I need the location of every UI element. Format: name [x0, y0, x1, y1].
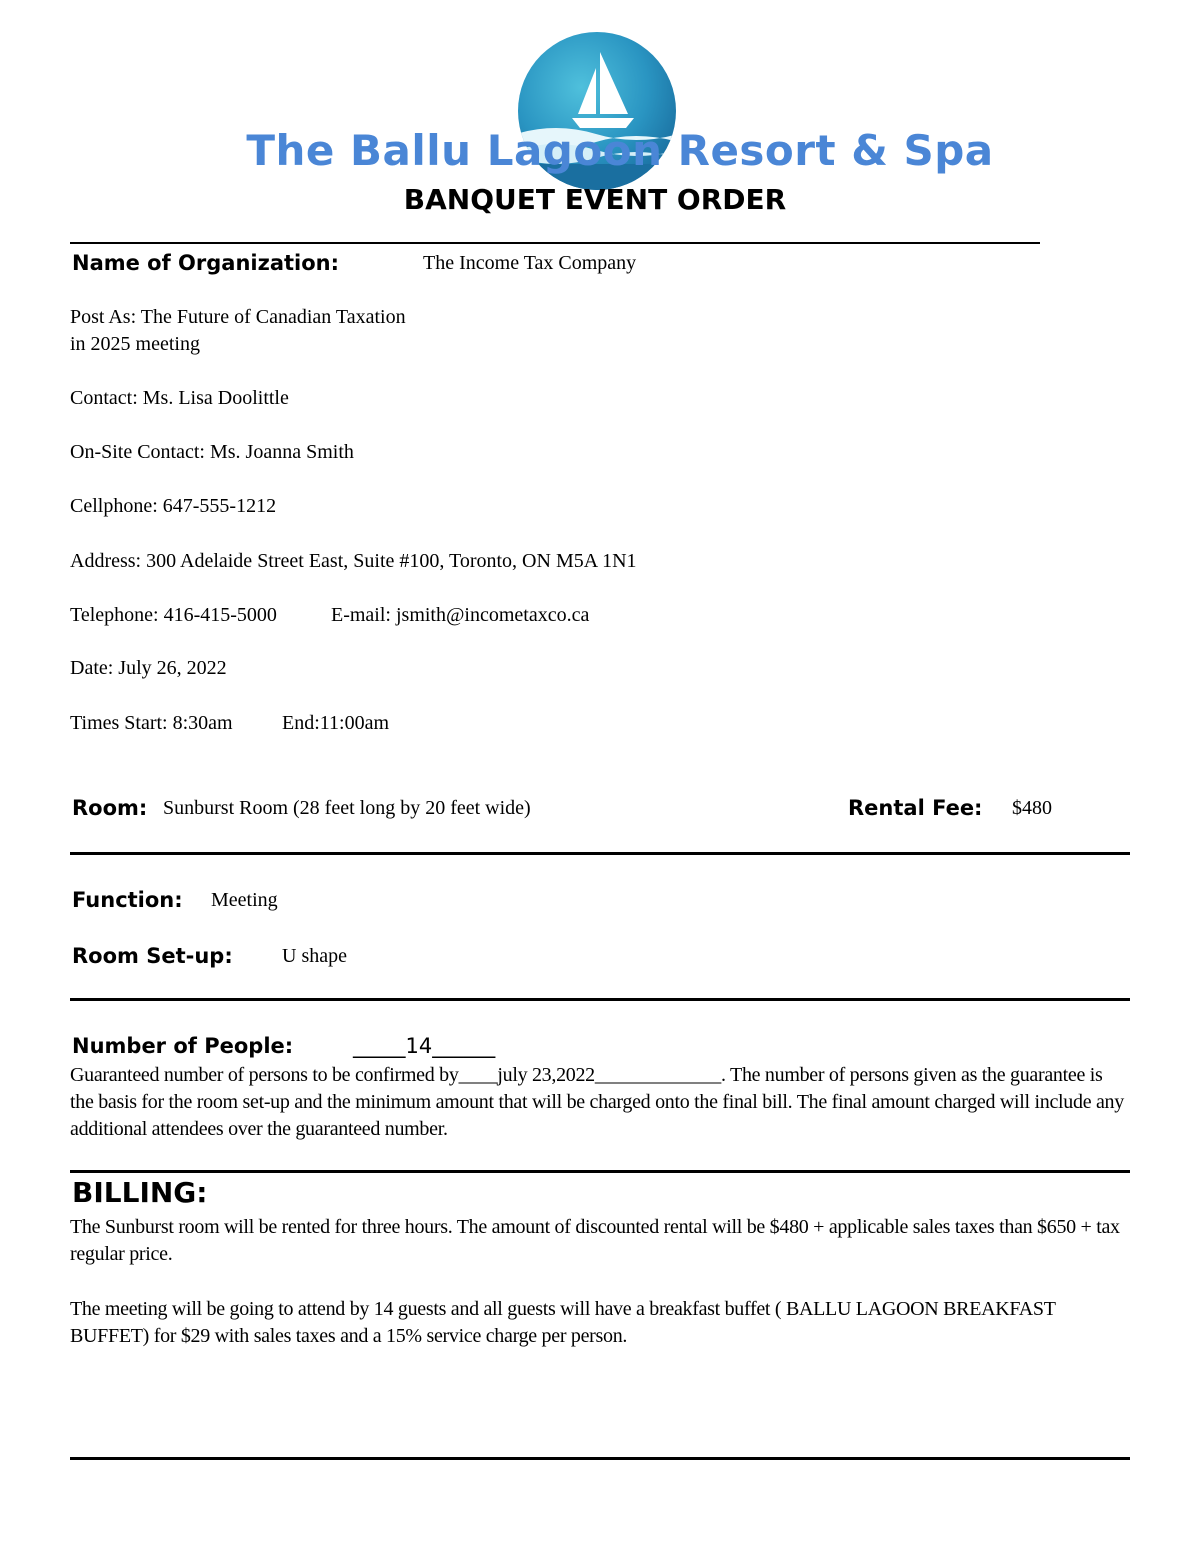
document-title: BANQUET EVENT ORDER [403, 183, 787, 216]
guarantee-text: . The number of persons given as the guarantee is the basis for the room set-up and the minimum amount that will be charged onto the final bill. The final amount charged will include any additional attendees over the guaranteed number. [70, 1064, 1124, 1140]
divider [70, 1170, 1130, 1173]
organization-value: The Income Tax Company [423, 252, 637, 274]
number-of-people-label: Number of People: [72, 1034, 294, 1058]
room-value: Sunburst Room (28 feet long by 20 feet wide) [163, 797, 531, 819]
room-setup-label: Room Set-up: [72, 944, 233, 968]
post-as-line2: in 2025 meeting [70, 333, 200, 355]
room-setup-value: U shape [282, 945, 347, 967]
room-label: Room: [72, 796, 148, 820]
event-date: Date: July 26, 2022 [70, 657, 227, 679]
rental-fee-value: $480 [1012, 797, 1052, 819]
telephone: Telephone: 416-415-5000 [70, 604, 277, 626]
divider [70, 242, 1040, 244]
billing-paragraph-1: The Sunburst room will be rented for three hours. The amount of discounted rental will be $480 + applicable sales taxes than $650 + tax regular price. [70, 1216, 1120, 1265]
guarantee-date: ____july 23,2022_____________ [458, 1064, 721, 1086]
times-start: Times Start: 8:30am [70, 712, 233, 734]
guarantee-prefix: Guaranteed number of persons to be confirmed by [70, 1064, 459, 1086]
cellphone: Cellphone: 647-555-1212 [70, 495, 277, 517]
post-as-line1: Post As: The Future of Canadian Taxation [70, 306, 406, 328]
email: E-mail: jsmith@incometaxco.ca [331, 604, 590, 626]
billing-heading: BILLING: [72, 1176, 208, 1209]
guarantee-paragraph [70, 1062, 1130, 1143]
divider [70, 852, 1130, 855]
address: Address: 300 Adelaide Street East, Suite #100, Toronto, ON M5A 1N1 [70, 550, 637, 572]
times-end: End:11:00am [282, 712, 390, 734]
billing-paragraph-2: The meeting will be going to attend by 14 guests and all guests will have a breakfast buffet ( BALLU LAGOON BREAKFAST BUFFET) for $29 with sales taxes and a 15% service charge per person. [70, 1298, 1056, 1347]
number-of-people-value: _____14______ [353, 1034, 496, 1058]
resort-name: The Ballu Lagoon Resort & Spa [246, 126, 994, 175]
function-value: Meeting [211, 889, 278, 911]
rental-fee-label: Rental Fee: [848, 796, 983, 820]
organization-label: Name of Organization: [72, 251, 340, 275]
contact: Contact: Ms. Lisa Doolittle [70, 387, 289, 409]
onsite-contact: On-Site Contact: Ms. Joanna Smith [70, 441, 354, 463]
divider [70, 1457, 1130, 1460]
function-label: Function: [72, 888, 183, 912]
divider [70, 998, 1130, 1001]
